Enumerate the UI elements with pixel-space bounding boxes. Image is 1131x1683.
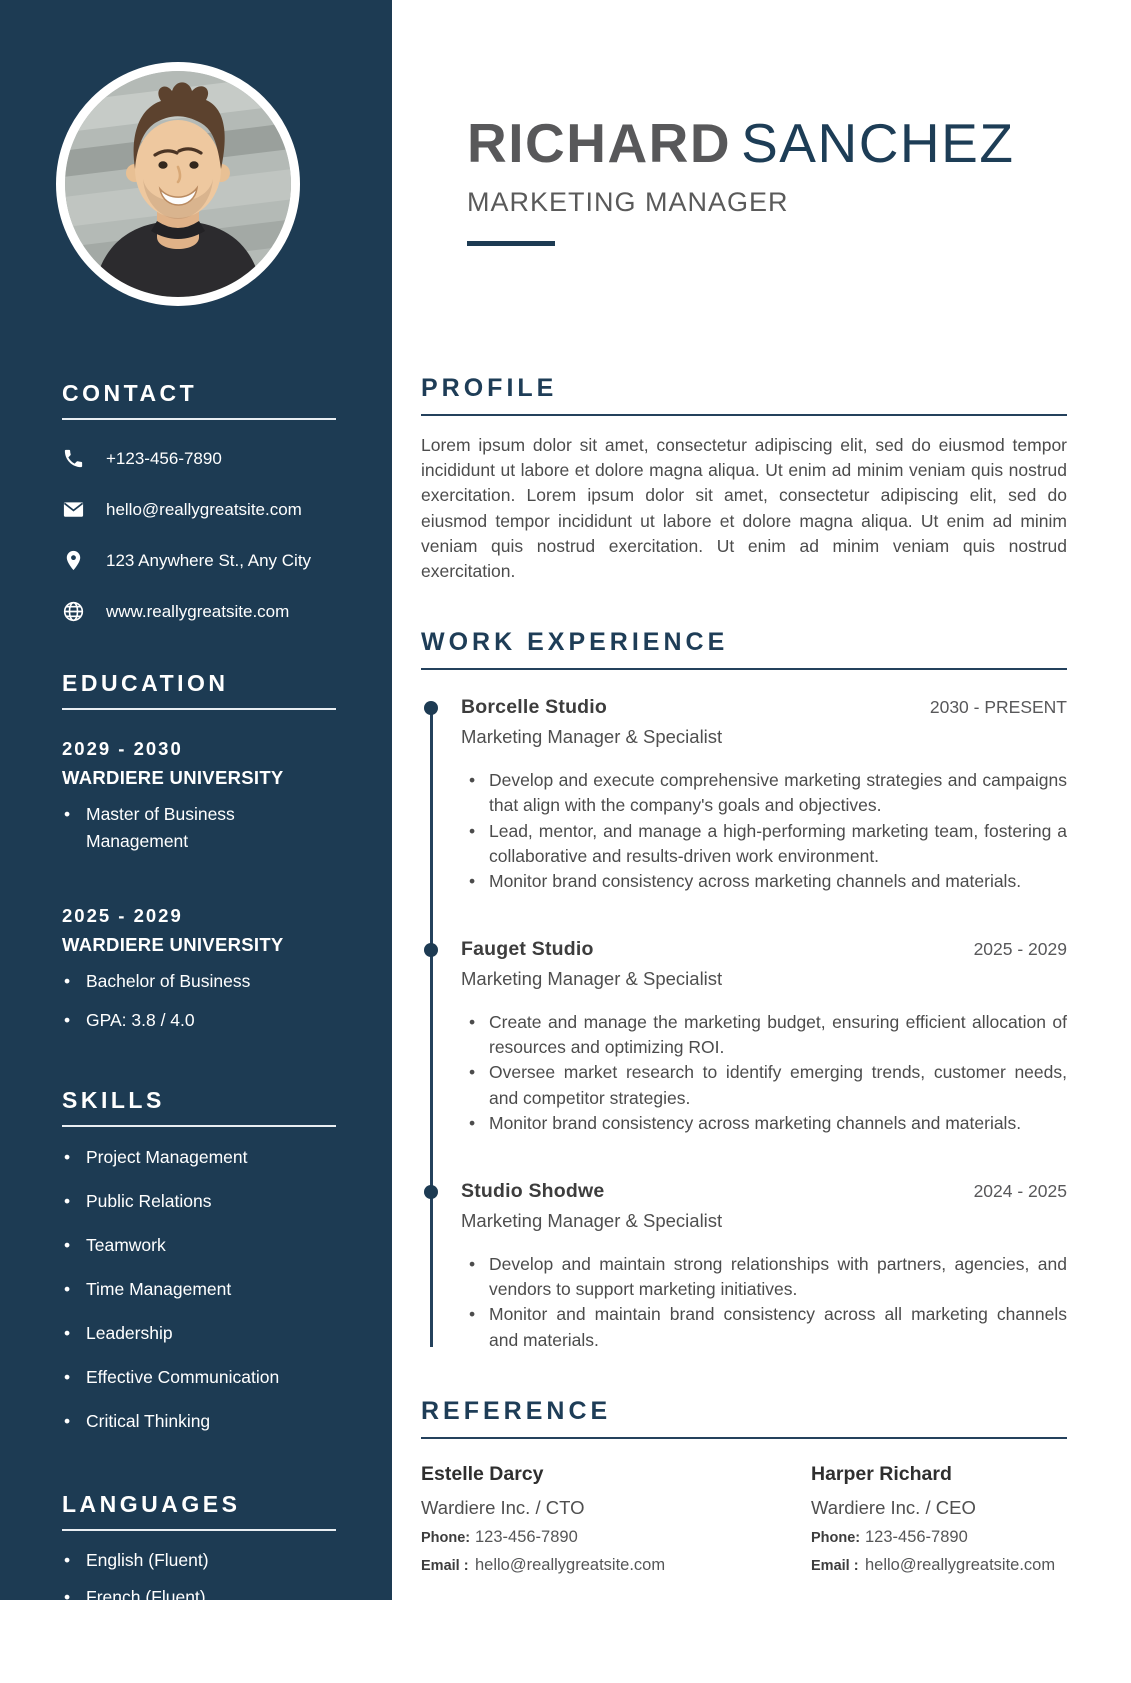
languages-heading: LANGUAGES — [62, 1491, 241, 1518]
reference-phone-value: 123-456-7890 — [475, 1527, 578, 1546]
job-bullet: • Oversee market research to identify emerging trends, customer needs, and competitor strategies. — [461, 1060, 1067, 1110]
education-detail: • Bachelor of Business — [62, 968, 336, 995]
languages-list — [62, 1547, 336, 1683]
reference-company: Wardiere Inc. / CTO — [421, 1496, 585, 1518]
person-job-title: MARKETING MANAGER — [467, 187, 789, 217]
job-company: Fauget Studio — [461, 938, 594, 961]
profile-heading: PROFILE — [421, 374, 558, 402]
contact-phone-text: +123-456-7890 — [106, 448, 222, 468]
job-company: Studio Shodwe — [461, 1180, 605, 1202]
location-icon — [62, 549, 85, 572]
language-item: • French (Fluent) — [62, 1584, 336, 1611]
job-bullets — [461, 1252, 1067, 1353]
reference-phone-label: Phone: — [811, 1529, 861, 1546]
contact-phone — [62, 444, 336, 473]
reference-phone-row — [811, 1528, 1067, 1547]
profile-photo — [56, 62, 300, 306]
profile-section — [421, 374, 1067, 584]
job-bullet: • Develop and execute comprehensive marketing strategies and campaigns that align with the company's goals and objectives. — [461, 768, 1067, 818]
education-entry — [62, 738, 336, 855]
education-dates: 2029 - 2030 — [62, 738, 183, 759]
job-header — [461, 1180, 1067, 1203]
reference-phone-value: 123-456-7890 — [865, 1527, 968, 1546]
job-bullet: • Monitor brand consistency across marketing channels and materials. — [461, 869, 1067, 894]
reference-rule — [421, 1437, 1067, 1439]
reference-email-row — [811, 1556, 1067, 1575]
skill-item: • Project Management — [62, 1144, 336, 1171]
contact-rule — [62, 418, 336, 420]
reference-heading: REFERENCE — [421, 1396, 612, 1425]
resume-header — [421, 112, 1067, 246]
reference-email-value: hello@reallygreatsite.com — [865, 1555, 1056, 1574]
globe-icon — [62, 600, 85, 623]
education-detail: • Master of Business Management — [62, 801, 336, 855]
reference-name: Estelle Darcy — [421, 1462, 544, 1485]
reference-phone-row — [421, 1528, 811, 1547]
job-bullets — [461, 768, 1067, 894]
reference-section — [421, 1397, 1067, 1575]
contact-address — [62, 546, 336, 575]
reference-name: Harper Richard — [811, 1462, 952, 1485]
skills-list — [62, 1144, 336, 1436]
job-entry — [461, 696, 1067, 894]
language-item: • Spanish (Intermediate) — [62, 1656, 336, 1683]
skill-item: • Effective Communication — [62, 1364, 336, 1391]
job-dates: 2030 - PRESENT — [929, 697, 1067, 718]
job-bullet: • Develop and maintain strong relationships with partners, agencies, and vendors to support marketing initiatives. — [461, 1252, 1067, 1302]
job-role: Marketing Manager & Specialist — [461, 1210, 723, 1231]
skills-heading: SKILLS — [62, 1086, 165, 1113]
skill-item: • Teamwork — [62, 1232, 336, 1259]
skills-rule — [62, 1125, 336, 1127]
profile-photo-illustration — [65, 71, 291, 297]
job-bullet: • Monitor and maintain brand consistency across all marketing channels and materials. — [461, 1302, 1067, 1352]
job-dates: 2025 - 2029 — [973, 939, 1067, 960]
person-name — [467, 112, 1067, 174]
education-dates: 2025 - 2029 — [62, 905, 183, 927]
skill-item: • Leadership — [62, 1320, 336, 1347]
first-name: RICHARD — [467, 112, 732, 174]
contact-list — [62, 444, 336, 626]
email-icon — [62, 498, 85, 521]
phone-icon — [62, 447, 85, 470]
job-bullet: • Monitor brand consistency across marketing channels and materials. — [461, 1111, 1067, 1136]
profile-rule — [421, 414, 1067, 416]
job-role: Marketing Manager & Specialist — [461, 968, 723, 990]
contact-address-text: 123 Anywhere St., Any City — [106, 550, 312, 570]
education-school: WARDIERE UNIVERSITY — [62, 934, 284, 956]
reference-entry — [421, 1463, 811, 1575]
education-rule — [62, 708, 336, 710]
reference-email-value: hello@reallygreatsite.com — [475, 1555, 666, 1574]
job-header — [461, 938, 1067, 961]
reference-company: Wardiere Inc. / CEO — [811, 1496, 976, 1518]
job-entry — [461, 1180, 1067, 1353]
contact-email-text: hello@reallygreatsite.com — [106, 499, 302, 519]
job-dates: 2024 - 2025 — [973, 1181, 1067, 1201]
timeline-line — [430, 708, 433, 1347]
contact-heading: CONTACT — [62, 380, 198, 406]
last-name: SANCHEZ — [741, 112, 1015, 174]
contact-email — [62, 495, 336, 524]
job-bullets — [461, 1010, 1067, 1136]
timeline-dot — [424, 1185, 438, 1199]
skill-item: • Time Management — [62, 1276, 336, 1303]
reference-email-label: Email : — [421, 1557, 469, 1574]
reference-phone-label: Phone: — [421, 1529, 471, 1546]
job-bullet: • Create and manage the marketing budget, ensuring efficient allocation of resources and optimizing ROI. — [461, 1010, 1067, 1060]
work-experience-body — [421, 696, 1067, 1353]
main-content — [392, 0, 1131, 1600]
job-entry — [461, 938, 1067, 1136]
contact-section — [62, 380, 336, 626]
job-bullet: • Lead, mentor, and manage a high-performing marketing team, fostering a collaborative and results-driven work environment. — [461, 819, 1067, 869]
job-role: Marketing Manager & Specialist — [461, 726, 723, 748]
skill-item: • Public Relations — [62, 1188, 336, 1215]
contact-website-text: www.reallygreatsite.com — [106, 601, 290, 621]
language-item: • English (Fluent) — [62, 1547, 336, 1574]
education-school: WARDIERE UNIVERSITY — [62, 767, 284, 788]
reference-grid — [421, 1463, 1067, 1575]
reference-email-label: Email : — [811, 1557, 859, 1574]
work-experience-heading: WORK EXPERIENCE — [421, 628, 729, 657]
job-company: Borcelle Studio — [461, 696, 608, 719]
languages-section — [62, 1491, 336, 1683]
work-experience-section — [421, 628, 1067, 1353]
education-heading: EDUCATION — [62, 670, 229, 696]
timeline-dot — [424, 701, 438, 715]
reference-entry — [811, 1463, 1067, 1575]
reference-email-row — [421, 1556, 811, 1575]
education-entry — [62, 905, 336, 1034]
work-experience-rule — [421, 668, 1067, 670]
skill-item: • Critical Thinking — [62, 1408, 336, 1435]
languages-rule — [62, 1529, 336, 1531]
job-header — [461, 696, 1067, 719]
timeline-dot — [424, 943, 438, 957]
profile-text: Lorem ipsum dolor sit amet, consectetur adipiscing elit, sed do eiusmod tempor incididunt ut labore et dolore magna aliqua. Ut enim ad minim veniam quis nostrud exercitation. Lorem ipsum dolor sit amet, consectetur adipiscing elit, sed do eiusmod tempor incididunt ut labore et dolore magna aliqua. Ut enim ad minim veniam quis nostrud exercitation. Ut enim ad minim veniam quis nostrud exercitation. — [421, 435, 1067, 581]
education-detail: • GPA: 3.8 / 4.0 — [62, 1007, 336, 1034]
contact-website — [62, 597, 336, 626]
language-item: • German (Basics) — [62, 1620, 336, 1647]
skills-section — [62, 1087, 336, 1436]
header-underline — [467, 241, 555, 246]
sidebar — [0, 0, 392, 1679]
education-section — [62, 670, 336, 1035]
